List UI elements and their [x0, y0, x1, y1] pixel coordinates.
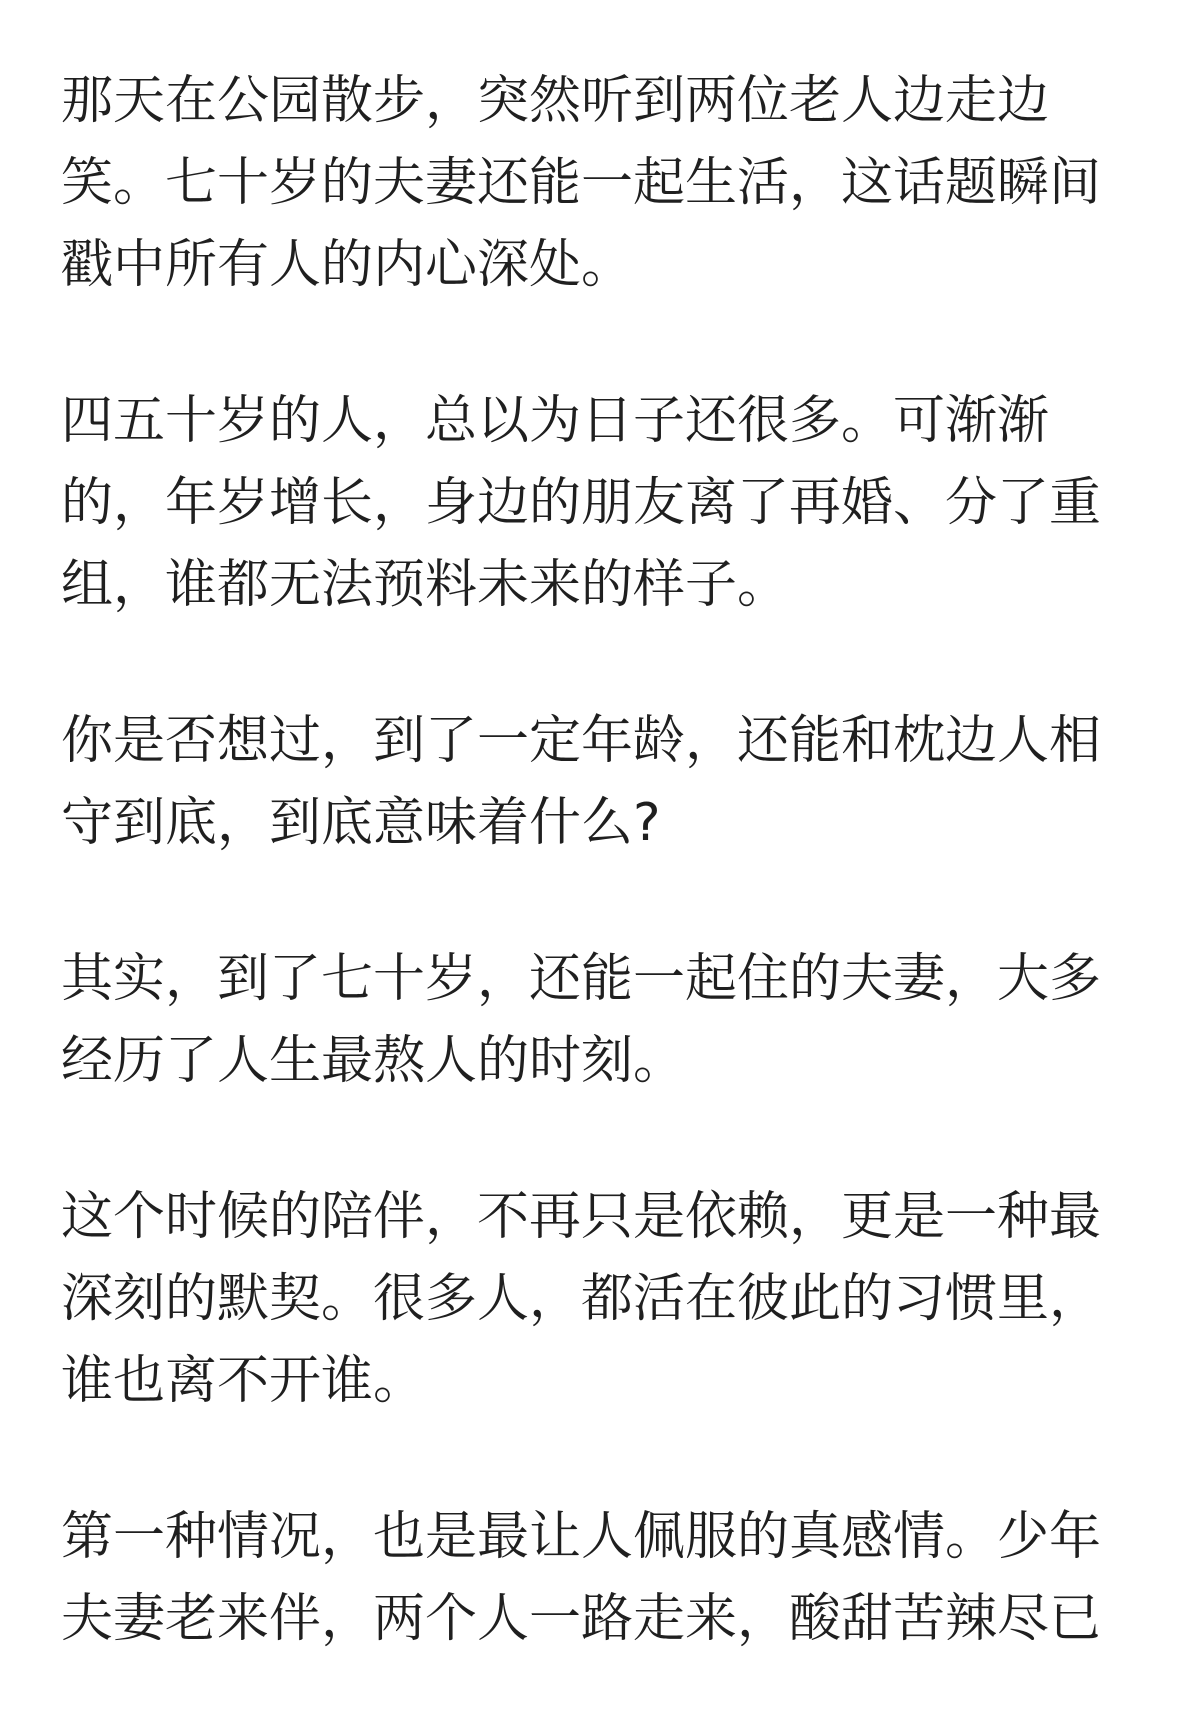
paragraph-3: [61, 700, 1131, 864]
paragraph-line: 四五十岁的人，总以为日子还很多。可渐渐: [61, 391, 1050, 451]
paragraph-line: 经历了人生最熬人的时刻。: [61, 1031, 686, 1091]
paragraph-line: 第一种情况，也是最让人佩服的真感情。少年: [61, 1507, 1102, 1567]
paragraph-line: 这个时候的陪伴，不再只是依赖，更是一种最: [61, 1187, 1102, 1247]
paragraph-6: [61, 1496, 1131, 1660]
paragraph-line: 那天在公园散步，突然听到两位老人边走边: [61, 71, 1050, 131]
paragraph-line: 深刻的默契。很多人，都活在彼此的习惯里，: [61, 1269, 1102, 1329]
paragraph-line: 组，谁都无法预料未来的样子。: [61, 555, 790, 615]
paragraph-2: [61, 380, 1131, 626]
paragraph-line: 戳中所有人的内心深处。: [61, 235, 634, 295]
paragraph-line: 其实，到了七十岁，还能一起住的夫妻，大多: [61, 949, 1102, 1009]
paragraph-4: [61, 938, 1131, 1102]
paragraph-line: 你是否想过，到了一定年龄，还能和枕边人相: [61, 711, 1102, 771]
paragraph-line: 夫妻老来伴，两个人一路走来，酸甜苦辣尽已: [61, 1589, 1102, 1649]
paragraph-5: [61, 1176, 1131, 1422]
article-body: [61, 60, 1131, 1734]
paragraph-line: 的，年岁增长，身边的朋友离了再婚、分了重: [61, 473, 1102, 533]
paragraph-line: 谁也离不开谁。: [61, 1351, 426, 1411]
paragraph-1: [61, 60, 1131, 306]
paragraph-line: 守到底，到底意味着什么?: [61, 793, 661, 853]
paragraph-line: 笑。七十岁的夫妻还能一起生活，这话题瞬间: [61, 153, 1102, 213]
